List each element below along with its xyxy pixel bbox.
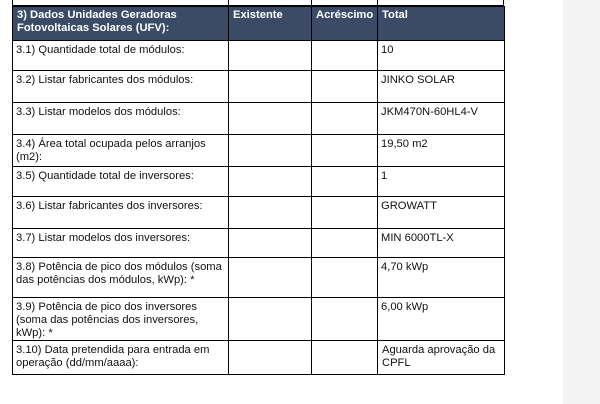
existente-cell[interactable] bbox=[229, 135, 312, 167]
existente-cell[interactable] bbox=[229, 258, 312, 298]
existente-cell[interactable] bbox=[229, 41, 312, 71]
column-header-acrescimo: Acréscimo bbox=[312, 7, 378, 41]
existente-cell[interactable] bbox=[229, 71, 312, 103]
row-label: 3.8) Potência de pico dos módulos (soma das potências dos módulos, kWp): * bbox=[13, 258, 229, 298]
total-cell[interactable]: 10 bbox=[378, 41, 505, 71]
table-row bbox=[13, 135, 505, 167]
row-label: 3.3) Listar modelos dos módulos: bbox=[13, 103, 229, 135]
table-row bbox=[13, 298, 505, 341]
total-cell[interactable]: 19,50 m2 bbox=[378, 135, 505, 167]
existente-cell[interactable] bbox=[229, 197, 312, 229]
table-row bbox=[13, 229, 505, 258]
acrescimo-cell[interactable] bbox=[312, 229, 378, 258]
column-header-existente: Existente bbox=[229, 7, 312, 41]
row-label: 3.10) Data pretendida para entrada em operação (dd/mm/aaaa): bbox=[13, 341, 229, 375]
existente-cell[interactable] bbox=[229, 103, 312, 135]
total-cell[interactable]: 1 bbox=[378, 167, 505, 197]
existente-cell[interactable] bbox=[229, 341, 312, 375]
acrescimo-cell[interactable] bbox=[312, 258, 378, 298]
table-row bbox=[13, 341, 505, 375]
acrescimo-cell[interactable] bbox=[312, 135, 378, 167]
acrescimo-cell[interactable] bbox=[312, 197, 378, 229]
table-header-row bbox=[13, 7, 505, 41]
row-label: 3.7) Listar modelos dos inversores: bbox=[13, 229, 229, 258]
ufv-data-table bbox=[12, 6, 505, 375]
acrescimo-cell[interactable] bbox=[312, 341, 378, 375]
total-cell[interactable]: 6,00 kWp bbox=[378, 298, 505, 341]
existente-cell[interactable] bbox=[229, 229, 312, 258]
table-row bbox=[13, 41, 505, 71]
existente-cell[interactable] bbox=[229, 167, 312, 197]
total-cell[interactable]: 4,70 kWp bbox=[378, 258, 505, 298]
table-row bbox=[13, 103, 505, 135]
total-cell[interactable]: MIN 6000TL-X bbox=[378, 229, 505, 258]
existente-cell[interactable] bbox=[229, 298, 312, 341]
table-row bbox=[13, 197, 505, 229]
acrescimo-cell[interactable] bbox=[312, 103, 378, 135]
total-cell[interactable]: JKM470N-60HL4-V bbox=[378, 103, 505, 135]
total-cell[interactable]: GROWATT bbox=[378, 197, 505, 229]
acrescimo-cell[interactable] bbox=[312, 71, 378, 103]
acrescimo-cell[interactable] bbox=[312, 298, 378, 341]
row-label: 3.9) Potência de pico dos inversores (soma das potências dos inversores, kWp): * bbox=[13, 298, 229, 341]
acrescimo-cell[interactable] bbox=[312, 41, 378, 71]
table-row bbox=[13, 71, 505, 103]
section-title: 3) Dados Unidades Geradoras Fotovoltaicas Solares (UFV): bbox=[13, 7, 229, 41]
table-row bbox=[13, 167, 505, 197]
row-label: 3.2) Listar fabricantes dos módulos: bbox=[13, 71, 229, 103]
row-label: 3.1) Quantidade total de módulos: bbox=[13, 41, 229, 71]
acrescimo-cell[interactable] bbox=[312, 167, 378, 197]
total-cell[interactable]: Aguarda aprovação da CPFL bbox=[378, 341, 505, 375]
column-header-total: Total bbox=[378, 7, 505, 41]
row-label: 3.5) Quantidade total de inversores: bbox=[13, 167, 229, 197]
total-cell[interactable]: JINKO SOLAR bbox=[378, 71, 505, 103]
row-label: 3.4) Área total ocupada pelos arranjos (m2): bbox=[13, 135, 229, 167]
table-row bbox=[13, 258, 505, 298]
row-label: 3.6) Listar fabricantes dos inversores: bbox=[13, 197, 229, 229]
